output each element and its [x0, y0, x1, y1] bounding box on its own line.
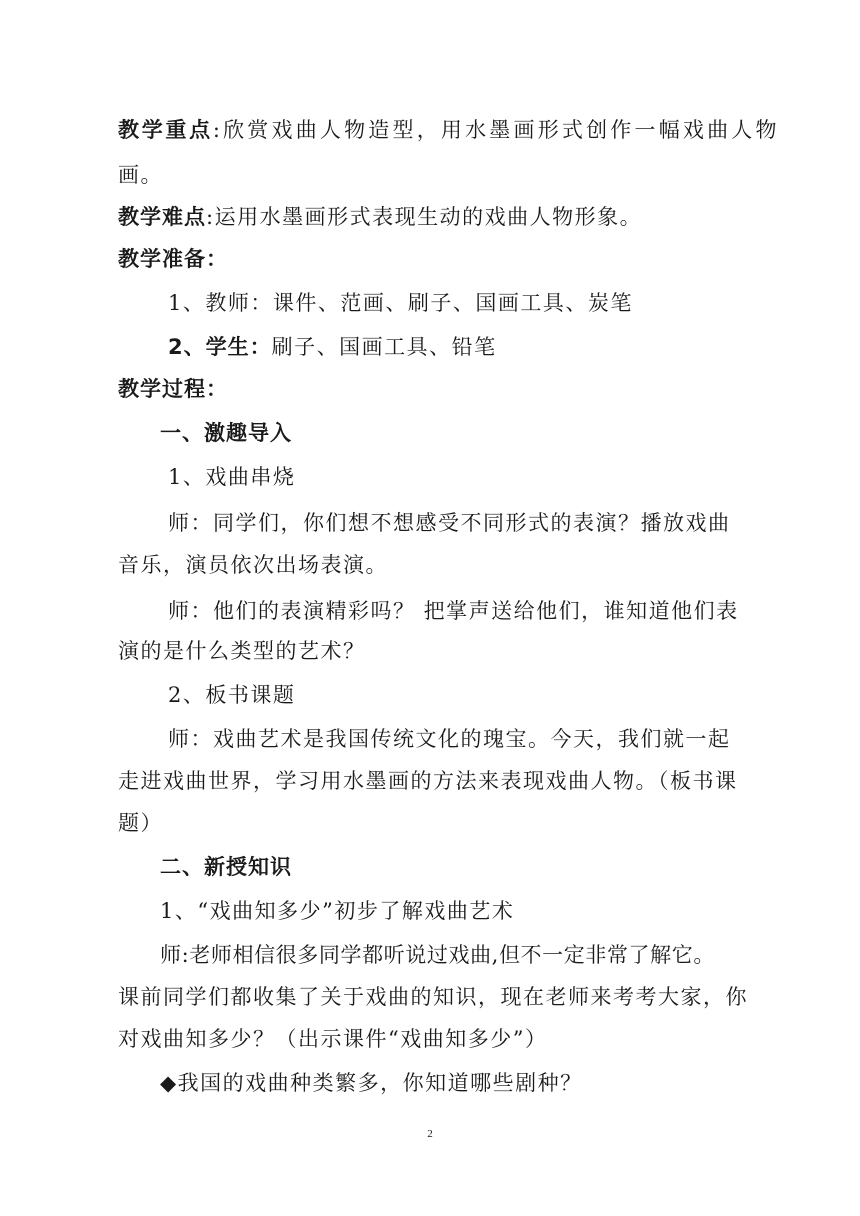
section1-p1-line2: 音乐，演员依次出场表演。: [118, 553, 388, 577]
section2-bullet: ◆我国的戏曲种类繁多，你知道哪些剧种？: [160, 1071, 583, 1095]
section1-p2-line2: 演的是什么类型的艺术？: [118, 639, 366, 663]
process-heading: 教学过程：: [118, 377, 228, 401]
preparation-heading: 教学准备：: [118, 247, 228, 271]
section2-sub1: 1、“戏曲知多少”初步了解戏曲艺术: [160, 899, 515, 923]
preparation-student-text: 刷子、国画工具、铅笔: [271, 335, 497, 359]
section1-p3-line2: 走进戏曲世界，学习用水墨画的方法来表现戏曲人物。（板书课: [118, 769, 738, 793]
teaching-focus-label: 教学重点: [118, 118, 213, 142]
section2-p1-line3: 对戏曲知多少？（出示课件“戏曲知多少”）: [118, 1027, 548, 1051]
preparation-teacher: 1、教师：课件、范画、刷子、国画工具、炭笔: [168, 291, 633, 315]
section1-p3-line3: 题）: [118, 811, 163, 835]
teaching-difficulty-label: 教学难点: [118, 205, 206, 229]
section1-p3-line1: 师：戏曲艺术是我国传统文化的瑰宝。今天，我们就一起: [168, 727, 731, 751]
section1-heading: 一、激趣导入: [160, 421, 292, 445]
section1-p2-line1: 师：他们的表演精彩吗？ 把掌声送给他们，谁知道他们表: [168, 599, 739, 623]
teaching-focus-line-2: 画。: [118, 163, 163, 187]
teaching-focus-line-1: [118, 115, 778, 145]
teaching-focus-text: :欣赏戏曲人物造型，用水墨画形式创作一幅戏曲人物: [212, 118, 779, 142]
preparation-student: [168, 332, 828, 362]
page-number: 2: [427, 1128, 433, 1140]
section1-sub2: 2、板书课题: [168, 683, 296, 707]
preparation-student-label: 2、学生：: [168, 335, 272, 359]
section2-p1-line1: 师:老师相信很多同学都听说过戏曲,但不一定非常了解它。: [160, 943, 715, 967]
teaching-difficulty: [118, 202, 778, 232]
section1-sub1: 1、戏曲串烧: [168, 465, 296, 489]
teaching-difficulty-text: :运用水墨画形式表现生动的戏曲人物形象。: [206, 205, 643, 229]
section2-p1-line2: 课前同学们都收集了关于戏曲的知识，现在老师来考考大家，你: [118, 985, 748, 1009]
section2-heading: 二、新授知识: [160, 855, 292, 879]
section1-p1-line1: 师：同学们，你们想不想感受不同形式的表演？播放戏曲: [168, 511, 731, 535]
